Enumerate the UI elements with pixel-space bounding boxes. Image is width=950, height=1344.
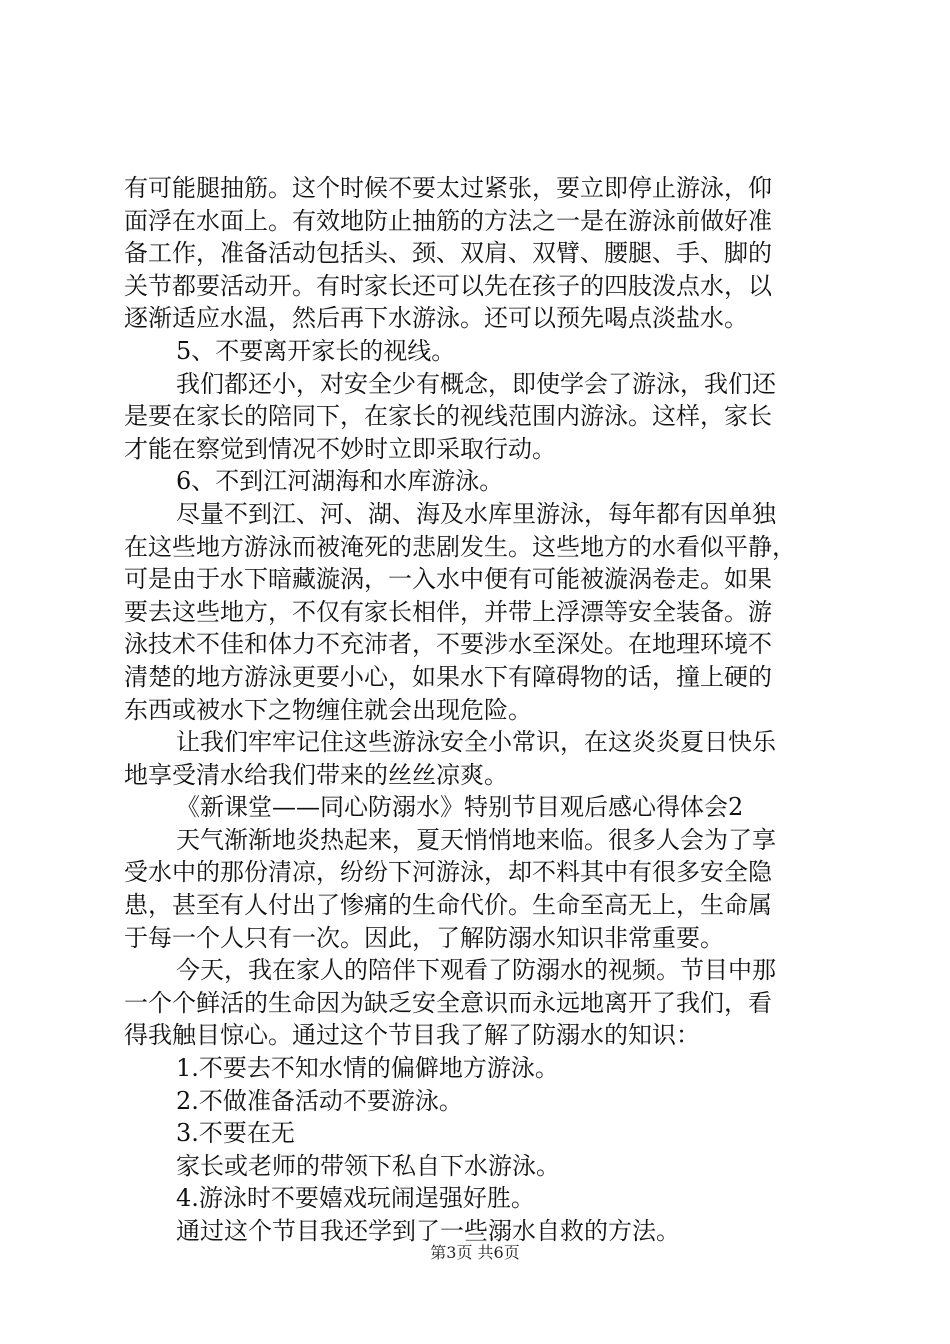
text-line: 关节都要活动开。有时家长还可以先在孩子的四肢泼点水，以 <box>124 271 772 300</box>
text-line: 今天，我在家人的陪伴下观看了防溺水的视频。节目中那 <box>176 956 776 985</box>
body-text <box>124 172 832 1248</box>
text-line: 通过这个节目我还学到了一些溺水自救的方法。 <box>176 1217 680 1245</box>
list-item: 3.不要在无 <box>176 1119 295 1148</box>
article-title: 《新课堂——同心防溺水》特别节目观后感心得体会2 <box>176 793 744 822</box>
list-item: 4.游泳时不要嬉戏玩闹逞强好胜。 <box>176 1184 535 1213</box>
text-line: 于每一个人只有一次。因此，了解防溺水知识非常重要。 <box>124 923 724 952</box>
list-item: 1.不要去不知水情的偏僻地方游泳。 <box>176 1054 559 1083</box>
page-footer: 第3页 共6页 <box>430 1243 520 1262</box>
text-line: 备工作，准备活动包括头、颈、双肩、双臂、腰腿、手、脚的 <box>124 239 772 268</box>
text-line: 患，甚至有人付出了惨痛的生命代价。生命至高无上，生命属 <box>124 891 772 920</box>
text-line: 天气渐渐地炎热起来，夏天悄悄地来临。很多人会为了享 <box>176 825 776 854</box>
text-line: 面浮在水面上。有效地防止抽筋的方法之一是在游泳前做好准 <box>124 206 772 235</box>
text-line: 一个个鲜活的生命因为缺乏安全意识而永远地离开了我们，看 <box>124 988 772 1017</box>
text-line: 泳技术不佳和体力不充沛者，不要涉水至深处。在地理环境不 <box>124 630 772 659</box>
text-line: 有可能腿抽筋。这个时候不要太过紧张，要立即停止游泳，仰 <box>124 174 772 202</box>
text-line: 才能在察觉到情况不妙时立即采取行动。 <box>124 434 556 463</box>
text-line: 清楚的地方游泳更要小心，如果水下有障碍物的话，撞上硬的 <box>124 662 772 691</box>
section-heading: 6、不到江河湖海和水库游泳。 <box>176 467 504 496</box>
text-line: 受水中的那份清凉，纷纷下河游泳，却不料其中有很多安全隐 <box>124 858 772 887</box>
text-line: 逐渐适应水温，然后再下水游泳。还可以预先喝点淡盐水。 <box>124 304 748 333</box>
list-item-continuation: 家长或老师的带领下私自下水游泳。 <box>176 1151 560 1180</box>
text-line: 是要在家长的陪同下，在家长的视线范围内游泳。这样，家长 <box>124 402 772 431</box>
text-line: 得我触目惊心。通过这个节目我了解了防溺水的知识： <box>124 1021 700 1050</box>
text-line: 要去这些地方，不仅有家长相伴，并带上浮漂等安全装备。游 <box>124 597 772 626</box>
text-line: 让我们牢牢记住这些游泳安全小常识，在这炎炎夏日快乐 <box>176 728 776 757</box>
text-line: 在这些地方游泳而被淹死的悲剧发生。这些地方的水看似平静， <box>124 532 796 561</box>
text-line: 东西或被水下之物缠住就会出现危险。 <box>124 695 532 724</box>
list-item: 2.不做准备活动不要游泳。 <box>176 1086 463 1115</box>
text-line: 可是由于水下暗藏漩涡，一入水中便有可能被漩涡卷走。如果 <box>124 565 772 594</box>
section-heading: 5、不要离开家长的视线。 <box>176 336 456 365</box>
text-line: 地享受清水给我们带来的丝丝凉爽。 <box>124 760 508 789</box>
text-line: 尽量不到江、河、湖、海及水库里游泳，每年都有因单独 <box>176 499 776 528</box>
text-line: 我们都还小，对安全少有概念，即使学会了游泳，我们还 <box>176 369 776 398</box>
